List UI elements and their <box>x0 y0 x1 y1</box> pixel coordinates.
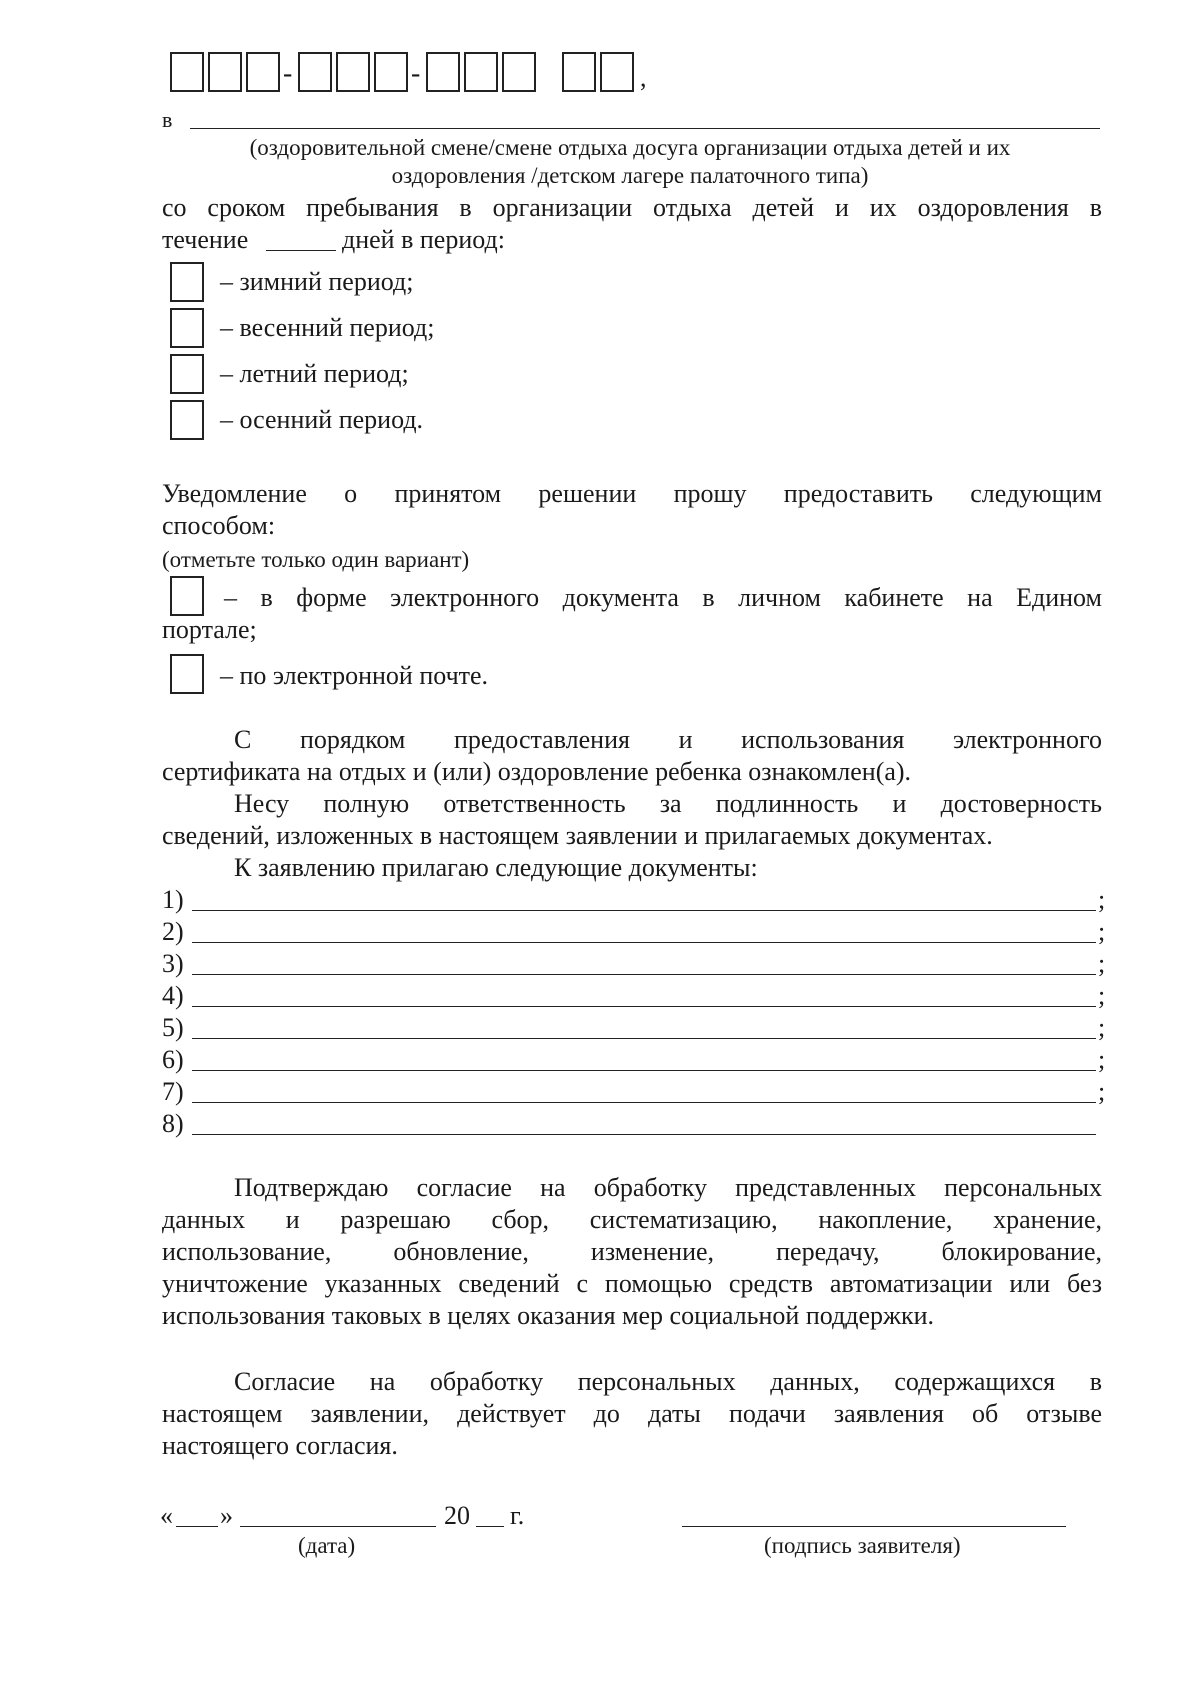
document-input-line[interactable] <box>192 910 1096 911</box>
institution-caption-line1: (оздоровительной смене/смене отдыха досуга организации отдыха детей и их <box>249 135 1011 160</box>
validity-line2: настоящем заявлении, действует до даты подачи заявления об отзыве <box>162 1399 1102 1428</box>
date-year-suffix: г. <box>510 1501 525 1530</box>
stay-text-after: дней в период: <box>342 225 505 254</box>
consent-line1: Подтверждаю согласие на обработку представленных персональных <box>234 1173 1102 1202</box>
document-number: 4) <box>162 981 184 1010</box>
ack-p1-line2: сертификата на отдых и (или) оздоровление ребенка ознакомлен(а). <box>162 757 912 786</box>
consent-line4: уничтожение указанных сведений с помощью средств автоматизации или без <box>162 1269 1102 1298</box>
consent-line3: использование, обновление, изменение, передачу, блокирование, <box>162 1237 1102 1266</box>
period-spring-checkbox[interactable] <box>170 308 204 348</box>
snils-digit-box[interactable] <box>562 52 596 92</box>
consent-line2: данных и разрешаю сбор, систематизацию, накопление, хранение, <box>162 1205 1102 1234</box>
snils-digit-box[interactable] <box>246 52 280 92</box>
period-summer-checkbox[interactable] <box>170 354 204 394</box>
document-end: ; <box>1098 1013 1106 1042</box>
notification-text-line2: способом: <box>162 511 276 540</box>
document-number: 6) <box>162 1045 184 1074</box>
document-end: ; <box>1098 1045 1106 1074</box>
document-input-line[interactable] <box>192 1134 1096 1135</box>
notify-portal-label-line2: портале; <box>162 615 257 644</box>
date-caption: (дата) <box>298 1533 356 1558</box>
notify-portal-label-line1: – в форме электронного документа в личном кабинете на Едином <box>224 583 1102 612</box>
ack-p1-line1: С порядком предоставления и использования электронного <box>234 725 1102 754</box>
snils-dash: - <box>411 58 421 89</box>
validity-line3: настоящего согласия. <box>162 1431 398 1460</box>
document-input-line[interactable] <box>192 1006 1096 1007</box>
document-end: ; <box>1098 917 1106 946</box>
period-autumn-checkbox[interactable] <box>170 400 204 440</box>
snils-digit-box[interactable] <box>170 52 204 92</box>
date-quote-close: » <box>220 1501 233 1530</box>
period-winter-label: – зимний период; <box>220 267 414 296</box>
date-month-input-line[interactable] <box>240 1526 436 1527</box>
notification-text-line1: Уведомление о принятом решении прошу предоставить следующим <box>162 479 1102 508</box>
snils-digit-box[interactable] <box>336 52 370 92</box>
document-number: 2) <box>162 917 184 946</box>
notify-email-checkbox[interactable] <box>170 654 204 694</box>
date-day-input-line[interactable] <box>176 1526 218 1527</box>
stay-text-before: течение <box>162 225 249 254</box>
snils-digit-box[interactable] <box>464 52 498 92</box>
document-end: ; <box>1098 885 1106 914</box>
snils-digit-box[interactable] <box>208 52 242 92</box>
validity-line1: Согласие на обработку персональных данных, содержащихся в <box>234 1367 1102 1396</box>
snils-trailing-comma: , <box>640 63 647 92</box>
ack-p3: К заявлению прилагаю следующие документы: <box>234 853 758 882</box>
document-number: 1) <box>162 885 184 914</box>
period-summer-label: – летний период; <box>220 359 409 388</box>
snils-digit-box[interactable] <box>600 52 634 92</box>
document-input-line[interactable] <box>192 942 1096 943</box>
snils-digit-box[interactable] <box>502 52 536 92</box>
snils-digit-box[interactable] <box>374 52 408 92</box>
document-number: 8) <box>162 1109 184 1138</box>
stay-text-line1: со сроком пребывания в организации отдыха детей и их оздоровления в <box>162 193 1102 222</box>
snils-dash: - <box>283 58 293 89</box>
document-end: ; <box>1098 1077 1106 1106</box>
stay-days-input-line[interactable] <box>266 250 336 251</box>
document-end: ; <box>1098 949 1106 978</box>
consent-line5: использования таковых в целях оказания мер социальной поддержки. <box>162 1301 935 1330</box>
institution-prefix: в <box>162 107 173 132</box>
period-autumn-label: – осенний период. <box>220 405 424 434</box>
document-input-line[interactable] <box>192 1038 1096 1039</box>
document-number: 5) <box>162 1013 184 1042</box>
snils-digit-box[interactable] <box>426 52 460 92</box>
ack-p2-line1: Несу полную ответственность за подлинность и достоверность <box>234 789 1102 818</box>
signature-input-line[interactable] <box>682 1526 1066 1527</box>
document-input-line[interactable] <box>192 974 1096 975</box>
document-input-line[interactable] <box>192 1070 1096 1071</box>
date-quote-open: « <box>160 1501 173 1530</box>
notify-portal-checkbox[interactable] <box>170 576 204 616</box>
document-input-line[interactable] <box>192 1102 1096 1103</box>
period-winter-checkbox[interactable] <box>170 262 204 302</box>
document-number: 3) <box>162 949 184 978</box>
document-number: 7) <box>162 1077 184 1106</box>
institution-caption-line2: оздоровления /детском лагере палаточного типа) <box>391 163 869 188</box>
date-year-prefix: 20 <box>444 1501 470 1530</box>
institution-input-line[interactable] <box>190 128 1100 129</box>
snils-digit-box[interactable] <box>298 52 332 92</box>
date-year-input-line[interactable] <box>476 1526 504 1527</box>
notification-hint: (отметьте только один вариант) <box>162 547 470 572</box>
ack-p2-line2: сведений, изложенных в настоящем заявлении и прилагаемых документах. <box>162 821 993 850</box>
notify-email-label: – по электронной почте. <box>220 661 489 690</box>
document-end: ; <box>1098 981 1106 1010</box>
signature-caption: (подпись заявителя) <box>764 1533 961 1558</box>
period-spring-label: – весенний период; <box>220 313 435 342</box>
